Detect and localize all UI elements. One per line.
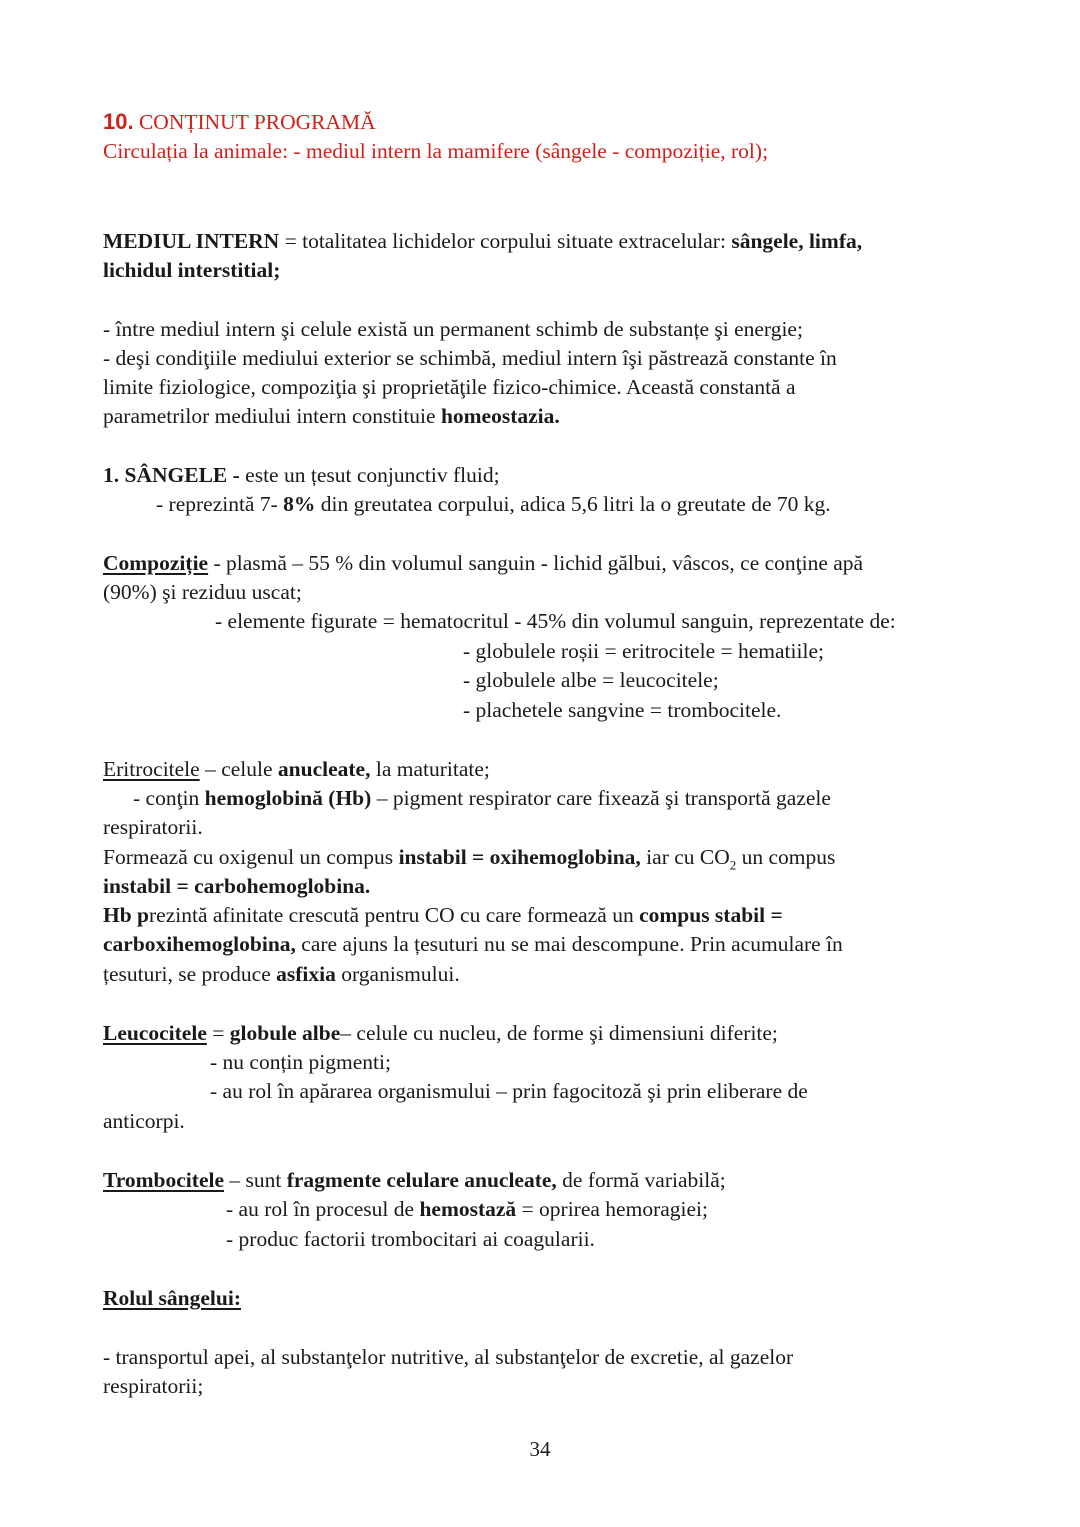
eritrocite-line: - conţin hemoglobină (Hb) – pigment respirator care fixează şi transportă gazele [133,786,831,810]
term-homeostazia: homeostazia. [440,404,560,428]
eritrocite-line: instabil = carbohemoglobina. [103,874,371,898]
section-subtitle: Circulația la animale: - mediul intern la mamifere (sângele - compoziție, rol); [103,139,769,163]
trombocite-label: Trombocitele [103,1168,225,1192]
rol-line: - transportul apei, al substanţelor nutritive, al substanţelor de excretie, al gazelor [103,1345,794,1369]
compozitie-line: - elemente figurate = hematocritul - 45% din volumul sanguin, reprezentate de: [215,609,896,633]
leucocite-label: Leucocitele [103,1021,207,1045]
rol-heading: Rolul sângelui: [103,1286,241,1310]
rol-line: respiratorii; [103,1374,204,1398]
trombocite-line: Trombocitele – sunt fragmente celulare anucleate, de formă variabilă; [103,1168,726,1192]
eritrocite-line: Eritrocitele – celule anucleate, la maturitate; [103,757,490,781]
list-item: - plachetele sangvine = trombocitele. [463,698,782,722]
paragraph-line: parametrilor mediului intern constituie homeostazia. [103,404,560,428]
paragraph-line: limite fiziologice, compoziţia şi proprietăţile fizico-chimice. Această constantă a [103,375,796,399]
term-mediul-intern: MEDIUL INTERN [103,229,280,253]
eritrocite-line: respiratorii. [103,815,203,839]
list-item: - globulele roșii = eritrocitele = hematiile; [463,639,824,663]
mediul-intern-definition: MEDIUL INTERN = totalitatea lichidelor corpului situate extracelular: sângele, limfa, [103,229,863,253]
compozitie-line: (90%) şi reziduu uscat; [103,580,302,604]
sangele-heading: 1. SÂNGELE - este un țesut conjunctiv fluid; [103,463,500,487]
sangele-line: - reprezintă 7- 8% din greutatea corpului, adica 5,6 litri la o greutate de 70 kg. [156,492,831,516]
trombocite-line: - au rol în procesul de hemostază = oprirea hemoragiei; [226,1197,708,1221]
section-number: 10. [103,109,134,134]
eritrocite-line: carboxihemoglobina, care ajuns la țesuturi nu se mai descompune. Prin acumulare în [103,932,843,956]
leucocite-line: anticorpi. [103,1109,185,1133]
list-item: - globulele albe = leucocitele; [463,668,719,692]
eritrocite-line: țesuturi, se produce asfixia organismului. [103,962,460,986]
page-number: 34 [529,1437,551,1461]
leucocite-line: - nu conțin pigmenti; [210,1050,391,1074]
document-page: 10. CONȚINUT PROGRAMĂ Circulația la animale: - mediul intern la mamifere (sângele - compoziție, rol); MEDIUL INTERN = totalitatea lichidelor corpului situate extracelular: sângele, limfa, lichidul interstitial; - între mediul intern şi celule există un permanent schimb de substanțe şi energie; - deşi condiţiile mediului exterior se schimbă, mediul intern îşi păstrează constante în limite fiziologice, compoziţia şi proprietăţile fizico-chimice. Această constantă a parametrilor mediului intern constituie homeostazia. 1. SÂNGELE - este un țesut conjunctiv fluid; - reprezintă 7- 8% din greutatea corpului, adica 5,6 litri la o greutate de 70 kg. Compoziție - plasmă – 55 % din volumul sanguin - lichid gălbui, vâscos, ce conţine apă (90%) şi reziduu uscat; - elemente figurate = hematocritul - 45% din volumul sanguin, reprezentate de: - globulele roșii = eritrocitele = hematiile; - globulele albe = leucocitele; - plachetele sangvine = trombocitele. Eritrocitele – celule anucleate, la maturitate; - conţin hemoglobină (Hb) – pigment respirator care fixează şi transportă gazele respiratorii. Formează cu oxigenul un compus instabil = oxihemoglobina, iar cu $CO_2$ un compus instabil = carbohemoglobina. Hb prezintă afinitate crescută pentru CO cu care formează un compus stabil = carboxihemoglobina, care ajuns la țesuturi nu se mai descompune. Prin acumulare în țesuturi, se produce asfixia organismului. Leucocitele = globule albe– celule cu nucleu, de forme şi dimensiuni diferite; - nu conțin pigmenti; - au rol în apărarea organismului – prin fagocitoză şi prin eliberare de anticorpi. Trombocitele – sunt fragmente celulare anucleate, de formă variabilă; - au rol în procesul de hemostază = oprirea hemoragiei; - produc factorii trombocitari ai coagularii. Rolul sângelui: - transportul apei, al substanţelor nutritive, al substanţelor de excretie, al gazelor respiratorii; 34 [0,0,1080,1527]
section-title: CONȚINUT PROGRAMĂ [138,110,376,134]
paragraph-line: - deşi condiţiile mediului exterior se schimbă, mediul intern îşi păstrează constante în [103,346,837,370]
trombocite-line: - produc factorii trombocitari ai coagularii. [226,1227,595,1251]
paragraph-line: - între mediul intern şi celule există un permanent schimb de substanțe şi energie; [103,317,803,341]
eritrocite-line: Formează cu oxigenul un compus instabil = oxihemoglobina, iar cu $CO_2$ un compus [103,845,836,873]
leucocite-line: - au rol în apărarea organismului – prin fagocitoză şi prin eliberare de [210,1079,808,1103]
compozitie-label: Compoziție [103,551,209,575]
leucocite-line: Leucocitele = globule albe– celule cu nucleu, de forme şi dimensiuni diferite; [103,1021,778,1045]
compozitie-line: Compoziție - plasmă – 55 % din volumul sanguin - lichid gălbui, vâscos, ce conţine apă [103,551,864,575]
eritrocite-line: Hb prezintă afinitate crescută pentru CO cu care formează un compus stabil = [103,903,783,927]
eritrocite-label: Eritrocitele [103,757,200,781]
section-heading [103,107,376,137]
